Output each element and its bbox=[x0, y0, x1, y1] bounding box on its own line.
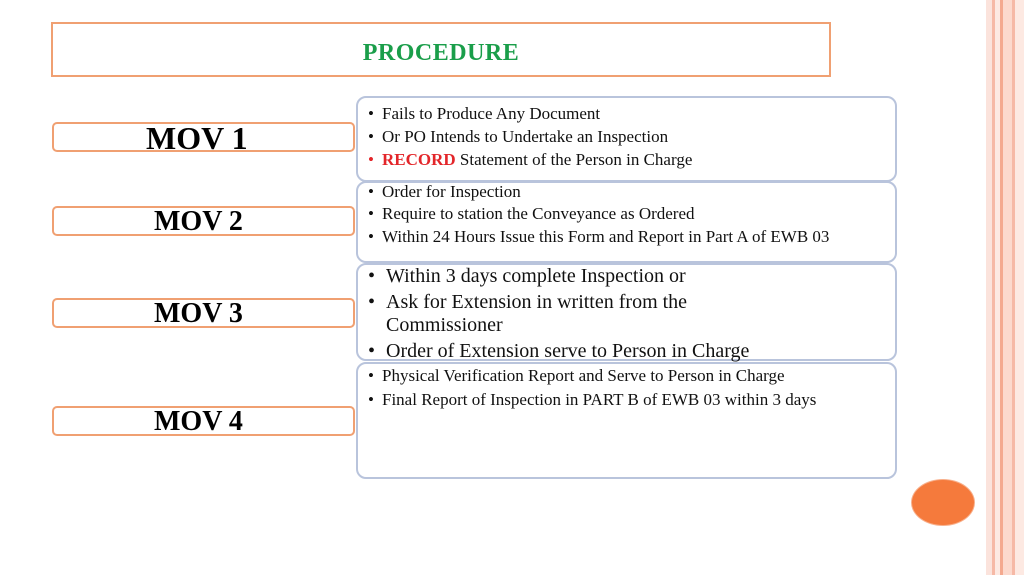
mov-3-bullet-2: • Ask for Extension in written from the Commissioner bbox=[364, 291, 887, 337]
mov-2-label: MOV 2 bbox=[154, 206, 243, 237]
mov-4-bullet-2: • Final Report of Inspection in PART B of EWB 03 within 3 days bbox=[364, 390, 887, 410]
mov-3-panel bbox=[356, 263, 897, 361]
mov-3-label: MOV 3 bbox=[154, 298, 243, 329]
mov-2-box bbox=[52, 206, 355, 236]
mov-2-panel bbox=[356, 181, 897, 263]
record-keyword: RECORD bbox=[382, 150, 456, 169]
mov-4-panel bbox=[356, 362, 897, 479]
decorative-orange-circle bbox=[912, 480, 974, 525]
mov-4-box bbox=[52, 406, 355, 436]
decorative-side-stripes bbox=[986, 0, 1024, 575]
mov-3-box bbox=[52, 298, 355, 328]
mov-2-bullet-2: • Require to station the Conveyance as Ordered bbox=[364, 203, 887, 225]
mov-1-bullet-1: • Fails to Produce Any Document bbox=[364, 102, 887, 125]
mov-1-label: MOV 1 bbox=[146, 120, 248, 156]
mov-4-label: MOV 4 bbox=[154, 406, 243, 437]
mov-1-bullet-3 bbox=[364, 148, 887, 171]
mov-2-bullet-3: • Within 24 Hours Issue this Form and Report in Part A of EWB 03 bbox=[364, 227, 887, 246]
mov-3-bullet-3: • Order of Extension serve to Person in Charge bbox=[364, 340, 887, 363]
page-title: PROCEDURE bbox=[362, 40, 520, 66]
record-rest: Statement of the Person in Charge bbox=[455, 150, 693, 169]
mov-2-bullet-1: • Order for Inspection bbox=[364, 183, 887, 200]
mov-4-bullet-1: • Physical Verification Report and Serve to Person in Charge bbox=[364, 366, 887, 386]
mov-1-panel bbox=[356, 96, 897, 182]
mov-1-bullet-2: • Or PO Intends to Undertake an Inspection bbox=[364, 125, 887, 148]
title-box bbox=[51, 22, 831, 77]
mov-1-box bbox=[52, 120, 355, 156]
mov-3-bullet-1: • Within 3 days complete Inspection or bbox=[364, 265, 887, 288]
